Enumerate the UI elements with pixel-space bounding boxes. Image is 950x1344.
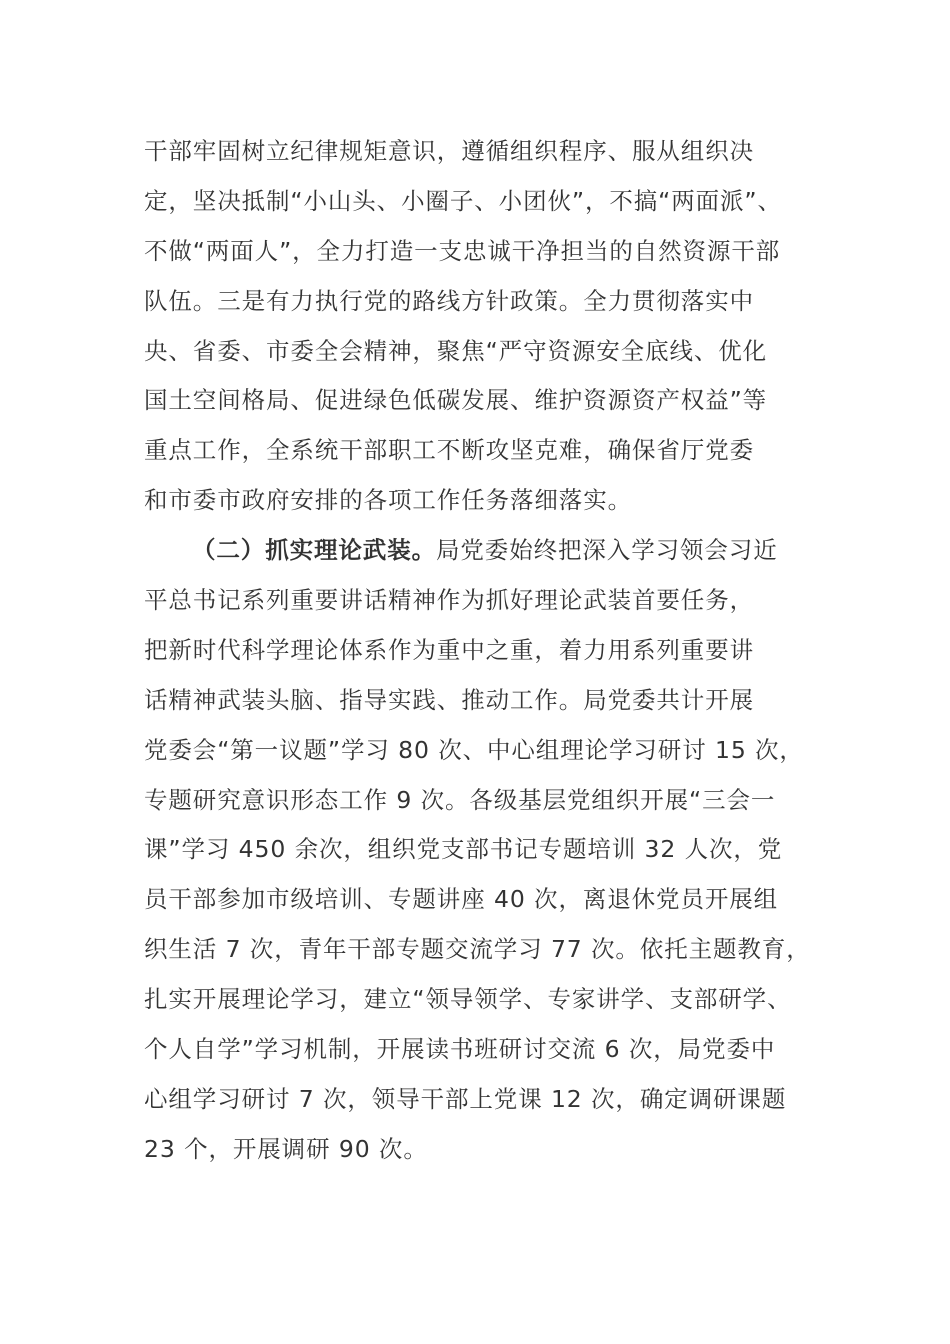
text-line: 员干部参加市级培训、专题讲座 40 次，离退休党员开展组 <box>144 885 779 914</box>
text-line: 干部牢固树立纪律规矩意识，遵循组织程序、服从组织决 <box>144 137 754 165</box>
text-line: 专题研究意识形态工作 9 次。各级基层党组织开展“三会一 <box>144 785 776 814</box>
text-line: 23 个，开展调研 90 次。 <box>144 1134 428 1163</box>
text-line: 织生活 7 次，青年干部专题交流学习 77 次。依托主题教育， <box>144 935 811 964</box>
text-line: 扎实开展理论学习，建立“领导领学、专家讲学、支部研学、 <box>144 985 792 1014</box>
text-line: 平总书记系列重要讲话精神作为抓好理论武装首要任务， <box>144 586 754 615</box>
body-text <box>144 127 834 1175</box>
text-line: 不做“两面人”，全力打造一支忠诚干净担当的自然资源干部 <box>144 236 781 265</box>
text-line: 和市委市政府安排的各项工作任务落细落实。 <box>144 486 632 515</box>
text-line: 队伍。三是有力执行党的路线方针政策。全力贯彻落实中 <box>144 286 754 315</box>
text-line: 重点工作，全系统干部职工不断攻坚克难，确保省厅党委 <box>144 436 754 465</box>
text-line: 央、省委、市委全会精神，聚焦“严守资源安全底线、优化 <box>144 336 768 365</box>
text-line: 课”学习 450 余次，组织党支部书记专题培训 32 人次，党 <box>144 835 783 864</box>
text-line-rest: 局党委始终把深入学习领会习近 <box>436 536 778 565</box>
section-heading: （二）抓实理论武装。 <box>192 536 436 565</box>
text-line: 党委会“第一议题”学习 80 次、中心组理论学习研讨 15 次， <box>144 735 804 764</box>
text-line: 心组学习研讨 7 次，领导干部上党课 12 次，确定调研课题 <box>144 1084 787 1113</box>
text-line: 话精神武装头脑、指导实践、推动工作。局党委共计开展 <box>144 685 754 714</box>
text-line: 国土空间格局、促进绿色低碳发展、维护资源资产权益”等 <box>144 386 768 415</box>
paragraph-first-line <box>144 526 834 576</box>
text-line: 定，坚决抵制“小山头、小圈子、小团伙”，不搞“两面派”、 <box>144 186 782 215</box>
text-line: 个人自学”学习机制，开展读书班研讨交流 6 次，局党委中 <box>144 1035 776 1064</box>
text-line: 把新时代科学理论体系作为重中之重，着力用系列重要讲 <box>144 635 754 664</box>
